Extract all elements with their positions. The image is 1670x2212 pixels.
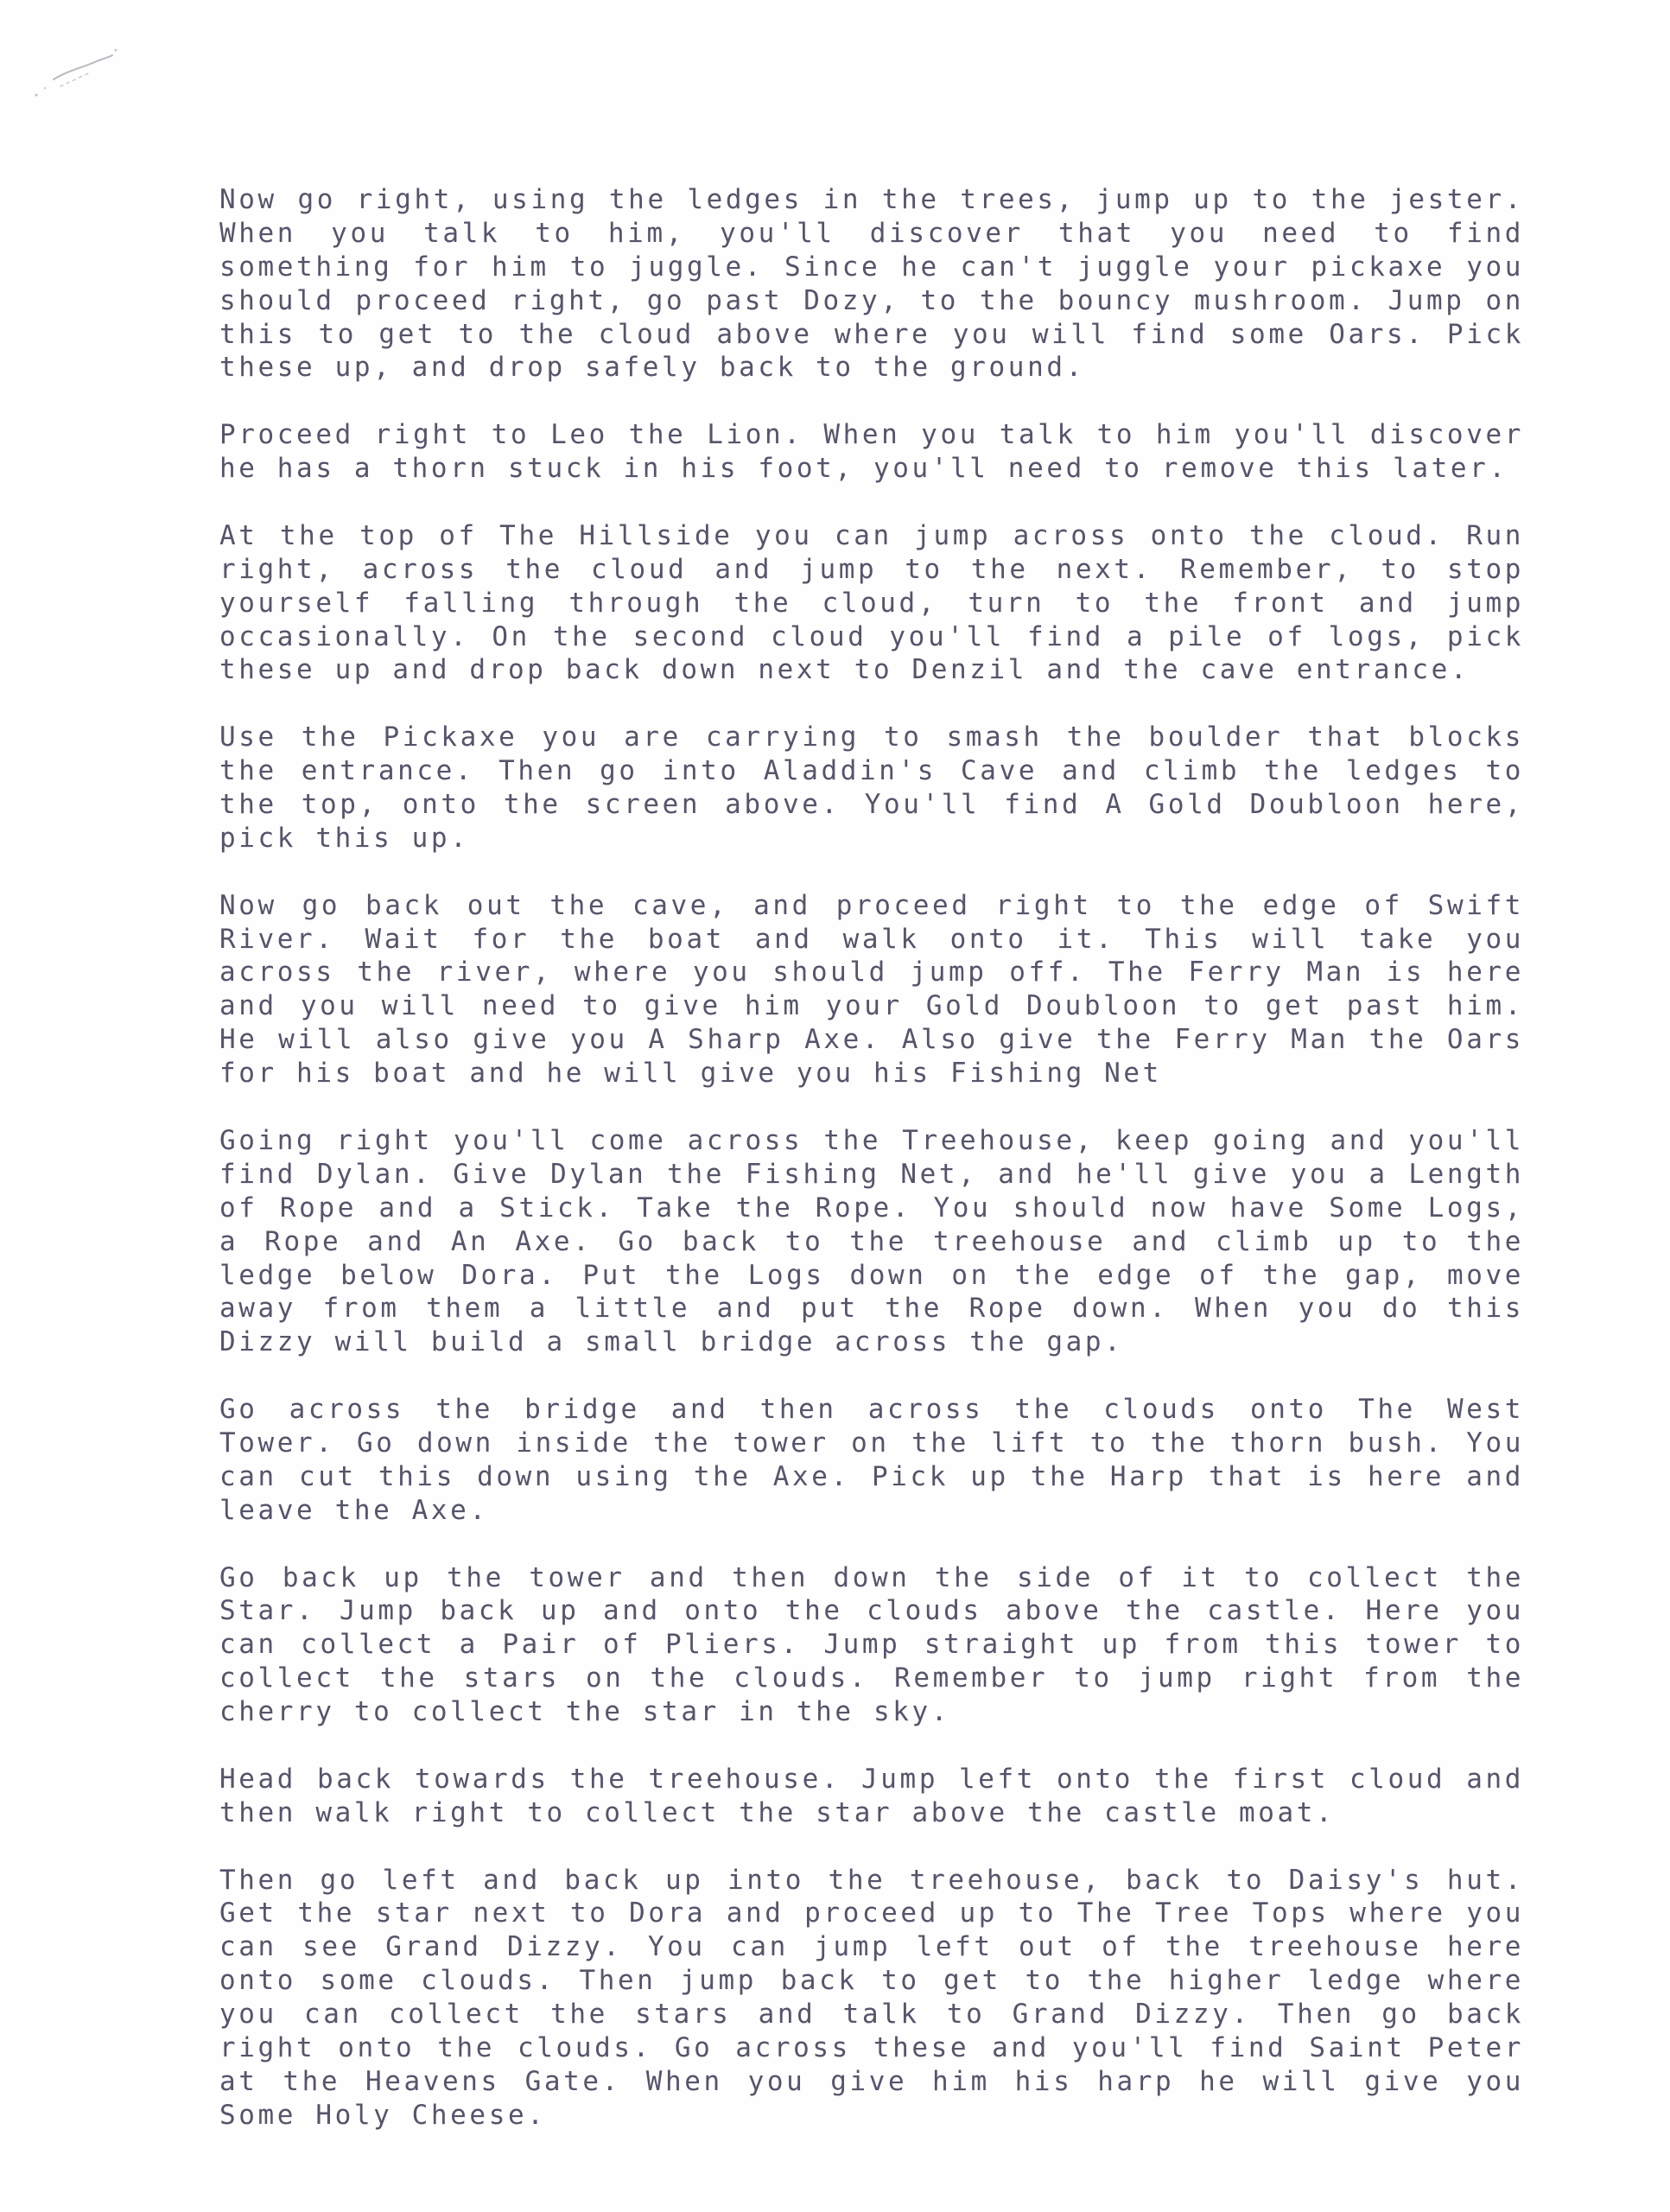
text-line: you can collect the stars and talk to Grand Dizzy. Then go back: [219, 1999, 1524, 2031]
text-line: these up and drop back down next to Denzil and the cave entrance.: [219, 654, 1470, 686]
text-line: across the river, where you should jump off. The Ferry Man is here: [219, 957, 1524, 988]
text-line: of Rope and a Stick. Take the Rope. You should now have Some Logs,: [219, 1192, 1524, 1224]
paragraph: [219, 1124, 1524, 1359]
text-line: Then go left and back up into the treehouse, back to Daisy's hut.: [219, 1864, 1524, 1896]
paragraph: [219, 889, 1524, 1090]
text-line: the top, onto the screen above. You'll find A Gold Doubloon here,: [219, 789, 1524, 821]
text-line: for his boat and he will give you his Fishing Net: [219, 1058, 1162, 1090]
text-line: yourself falling through the cloud, turn to the front and jump: [219, 587, 1524, 619]
text-line: something for him to juggle. Since he can't juggle your pickaxe you: [219, 251, 1524, 283]
text-line: right onto the clouds. Go across these and you'll find Saint Peter: [219, 2031, 1524, 2063]
text-line: Going right you'll come across the Treehouse, keep going and you'll: [219, 1124, 1524, 1156]
text-line: then walk right to collect the star above the castle moat.: [219, 1796, 1336, 1828]
paragraph: [219, 1561, 1524, 1729]
text-line: leave the Axe.: [219, 1494, 489, 1526]
text-line: When you talk to him, you'll discover that you need to find: [219, 217, 1524, 249]
text-line: ledge below Dora. Put the Logs down on the edge of the gap, move: [219, 1259, 1524, 1291]
text-line: River. Wait for the boat and walk onto it. This will take you: [219, 923, 1524, 955]
text-line: away from them a little and put the Rope down. When you do this: [219, 1293, 1524, 1325]
text-line: the entrance. Then go into Aladdin's Cave and climb the ledges to: [219, 755, 1524, 787]
text-line: he has a thorn stuck in his foot, you'll need to remove this later.: [219, 453, 1508, 485]
text-line: onto some clouds. Then jump back to get to the higher ledge where: [219, 1965, 1524, 1997]
text-line: Get the star next to Dora and proceed up to The Tree Tops where you: [219, 1897, 1524, 1929]
text-line: Now go back out the cave, and proceed right to the edge of Swift: [219, 889, 1524, 921]
text-line: pick this up.: [219, 822, 470, 854]
text-line: should proceed right, go past Dozy, to the bouncy mushroom. Jump on: [219, 284, 1524, 316]
text-line: Go across the bridge and then across the clouds onto The West: [219, 1394, 1524, 1426]
paragraph: [219, 418, 1524, 486]
text-line: Dizzy will build a small bridge across the gap.: [219, 1326, 1124, 1358]
text-line: Now go right, using the ledges in the trees, jump up to the jester.: [219, 184, 1524, 215]
text-line: Head back towards the treehouse. Jump left onto the first cloud and: [219, 1763, 1524, 1795]
text-line: Proceed right to Leo the Lion. When you talk to him you'll discover: [219, 419, 1524, 451]
document-body: [219, 183, 1524, 2133]
text-line: Some Holy Cheese.: [219, 2099, 547, 2131]
paragraph: [219, 1763, 1524, 1830]
text-line: occasionally. On the second cloud you'll find a pile of logs, pick: [219, 620, 1524, 652]
text-line: can see Grand Dizzy. You can jump left out of the treehouse here: [219, 1931, 1524, 1963]
text-line: right, across the cloud and jump to the next. Remember, to stop: [219, 553, 1524, 585]
text-line: cherry to collect the star in the sky.: [219, 1696, 951, 1728]
text-line: Use the Pickaxe you are carrying to smash the boulder that blocks: [219, 721, 1524, 753]
text-line: can cut this down using the Axe. Pick up the Harp that is here and: [219, 1460, 1524, 1492]
text-line: Tower. Go down inside the tower on the lift to the thorn bush. You: [219, 1427, 1524, 1459]
text-line: At the top of The Hillside you can jump across onto the cloud. Run: [219, 519, 1524, 551]
text-line: can collect a Pair of Pliers. Jump straight up from this tower to: [219, 1629, 1524, 1661]
paragraph: [219, 1864, 1524, 2133]
paragraph: [219, 519, 1524, 687]
text-line: Star. Jump back up and onto the clouds above the castle. Here you: [219, 1595, 1524, 1627]
text-line: these up, and drop safely back to the ground.: [219, 352, 1085, 384]
text-line: He will also give you A Sharp Axe. Also give the Ferry Man the Oars: [219, 1024, 1524, 1056]
paragraph: [219, 183, 1524, 385]
text-line: this to get to the cloud above where you will find some Oars. Pick: [219, 318, 1524, 350]
paragraph: [219, 1393, 1524, 1528]
text-line: at the Heavens Gate. When you give him his harp he will give you: [219, 2065, 1524, 2097]
text-line: collect the stars on the clouds. Remember to jump right from the: [219, 1662, 1524, 1694]
text-line: Go back up the tower and then down the side of it to collect the: [219, 1561, 1524, 1593]
text-line: and you will need to give him your Gold Doubloon to get past him.: [219, 990, 1524, 1022]
text-line: find Dylan. Give Dylan the Fishing Net, and he'll give you a Length: [219, 1158, 1524, 1190]
scan-smudge-mark: [19, 35, 123, 112]
text-line: a Rope and An Axe. Go back to the treehouse and climb up to the: [219, 1225, 1524, 1257]
paragraph: [219, 721, 1524, 855]
